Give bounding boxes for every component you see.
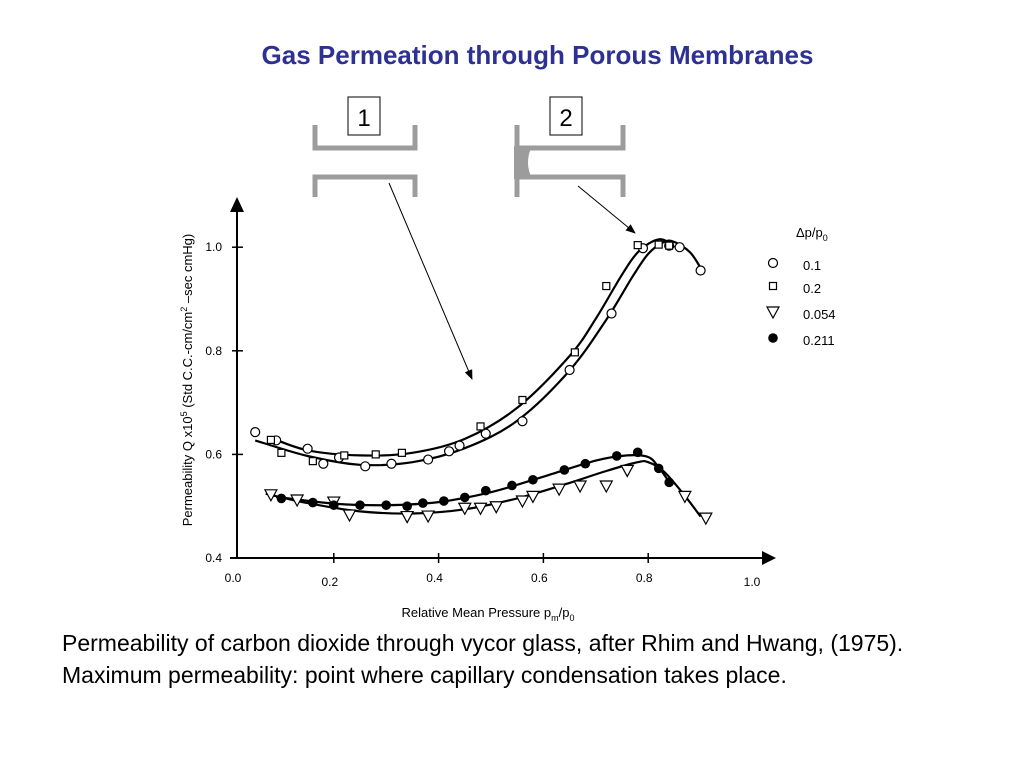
y-tick-label-2: 0.8 xyxy=(205,343,222,358)
data-point-0-9 xyxy=(455,441,464,450)
y-tick-label-1: 0.6 xyxy=(205,447,222,462)
data-point-1-3 xyxy=(341,452,348,459)
fit-curve-1 xyxy=(271,239,675,455)
data-point-1-6 xyxy=(477,423,484,430)
data-point-2-11 xyxy=(553,484,565,495)
y-axis-title-mid: (Std C.C.-cm/cm xyxy=(180,311,195,412)
data-point-3-11 xyxy=(528,475,538,485)
legend-label-2: 0.054 xyxy=(803,307,836,322)
data-point-3-8 xyxy=(460,493,470,503)
legend-marker-0 xyxy=(769,259,778,268)
data-point-2-12 xyxy=(574,481,586,492)
fit-curve-0 xyxy=(255,241,700,466)
legend-marker-2 xyxy=(767,307,779,318)
x-axis-title-main: Relative Mean Pressure p xyxy=(401,605,552,620)
legend-label-0: 0.1 xyxy=(803,258,822,273)
data-point-3-14 xyxy=(612,451,622,461)
legend-label-3: 0.211 xyxy=(803,333,835,348)
data-point-2-4 xyxy=(401,512,413,523)
pore-1-lower-wall xyxy=(315,177,415,197)
legend-title-main: Δp/p xyxy=(796,225,823,240)
data-point-3-13 xyxy=(581,459,591,469)
data-point-1-5 xyxy=(398,449,405,456)
y-axis-title-end: –sec cmHg) xyxy=(180,233,195,307)
x-tick-label-2: 0.4 xyxy=(426,571,443,585)
data-point-0-5 xyxy=(361,462,370,471)
legend-marker-3 xyxy=(768,333,778,343)
legend-label-1: 0.2 xyxy=(803,281,822,296)
data-point-0-0 xyxy=(251,428,260,437)
data-point-1-9 xyxy=(603,283,610,290)
data-point-2-16 xyxy=(700,513,712,524)
data-point-2-14 xyxy=(621,465,633,476)
y-axis-title-exp2: 2 xyxy=(179,306,189,312)
data-point-3-10 xyxy=(507,481,517,491)
data-point-3-3 xyxy=(355,500,365,510)
data-point-1-1 xyxy=(278,449,285,456)
data-point-1-2 xyxy=(309,458,316,465)
data-point-3-5 xyxy=(402,501,412,511)
data-point-3-0 xyxy=(277,494,287,504)
pore-2-lower-wall xyxy=(517,177,623,197)
data-point-0-11 xyxy=(518,417,527,426)
data-point-1-12 xyxy=(666,242,673,249)
pore-diagram-1 xyxy=(315,97,415,197)
caption-line-1: Permeability of carbon dioxide through vycor glass, after Rhim and Hwang, (1975). xyxy=(62,630,904,656)
data-point-2-3 xyxy=(344,510,356,521)
data-point-2-10 xyxy=(527,491,539,502)
data-point-3-17 xyxy=(664,478,674,488)
series-0.2 xyxy=(267,241,672,465)
page-title: Gas Permeation through Porous Membranes xyxy=(261,40,814,70)
y-tick-label-0: 0.4 xyxy=(205,551,222,565)
series-0.054 xyxy=(265,465,712,524)
legend-marker-1 xyxy=(770,283,777,290)
data-point-0-6 xyxy=(387,459,396,468)
data-point-0-13 xyxy=(607,309,616,318)
data-markers xyxy=(251,241,712,524)
fit-curves xyxy=(255,239,700,516)
data-point-0-10 xyxy=(481,429,490,438)
data-point-3-7 xyxy=(439,496,449,506)
data-point-0-7 xyxy=(424,455,433,464)
data-point-2-13 xyxy=(600,481,612,492)
caption-line-2: Maximum permeability: point where capillary condensation takes place. xyxy=(62,662,787,688)
data-point-3-6 xyxy=(418,498,428,508)
data-point-0-2 xyxy=(303,444,312,453)
x-tick-label-0: 0.0 xyxy=(224,571,242,585)
data-point-2-9 xyxy=(516,496,528,507)
series-0.1 xyxy=(251,241,705,471)
data-point-1-8 xyxy=(571,349,578,356)
x-axis-arrowhead xyxy=(762,551,776,565)
axis-ticks xyxy=(205,240,760,589)
data-point-2-5 xyxy=(422,511,434,522)
x-tick-label-1: 0.2 xyxy=(321,575,339,589)
x-tick-label-3: 0.6 xyxy=(531,571,548,585)
data-point-0-3 xyxy=(319,459,328,468)
data-point-3-15 xyxy=(633,448,643,458)
data-point-2-7 xyxy=(475,503,487,514)
x-axis-title xyxy=(402,605,575,623)
data-point-3-2 xyxy=(329,500,339,510)
data-point-0-12 xyxy=(565,365,574,374)
data-point-0-8 xyxy=(445,447,454,456)
pointer-arrow-2 xyxy=(578,186,635,233)
x-tick-label-5: 1.0 xyxy=(743,575,761,589)
y-axis-arrowhead xyxy=(230,197,244,212)
y-axis-title xyxy=(179,234,195,527)
data-point-1-10 xyxy=(634,242,641,249)
y-axis-title-main: Permeability Q x10 xyxy=(180,416,195,527)
data-point-1-11 xyxy=(655,241,662,248)
data-point-3-4 xyxy=(381,500,391,510)
data-point-2-8 xyxy=(490,502,502,513)
pointer-arrow-1 xyxy=(389,183,472,379)
data-point-1-0 xyxy=(267,436,274,443)
data-point-0-17 xyxy=(696,266,705,275)
x-axis-title-sub-m: m xyxy=(551,613,559,623)
y-tick-label-3: 1.0 xyxy=(205,240,222,255)
x-tick-label-4: 0.8 xyxy=(635,571,653,585)
pore-2-label: 2 xyxy=(559,105,573,132)
data-point-3-16 xyxy=(654,464,664,474)
data-point-3-9 xyxy=(481,486,491,496)
x-axis-title-slash: /p xyxy=(558,605,570,620)
x-axis-title-sub-0: 0 xyxy=(569,613,575,623)
data-point-0-16 xyxy=(675,243,684,252)
legend-title-sub: 0 xyxy=(822,233,828,243)
data-point-1-4 xyxy=(372,451,379,458)
legend-title xyxy=(796,225,828,243)
pore-1-label: 1 xyxy=(357,105,371,132)
pore-diagram-2 xyxy=(514,97,623,197)
data-point-1-7 xyxy=(519,397,526,404)
data-point-3-12 xyxy=(560,465,570,475)
data-point-3-1 xyxy=(308,498,318,508)
pore-2-constriction xyxy=(514,146,532,179)
y-axis-title-exp: 5 xyxy=(179,411,189,417)
legend xyxy=(767,225,836,348)
